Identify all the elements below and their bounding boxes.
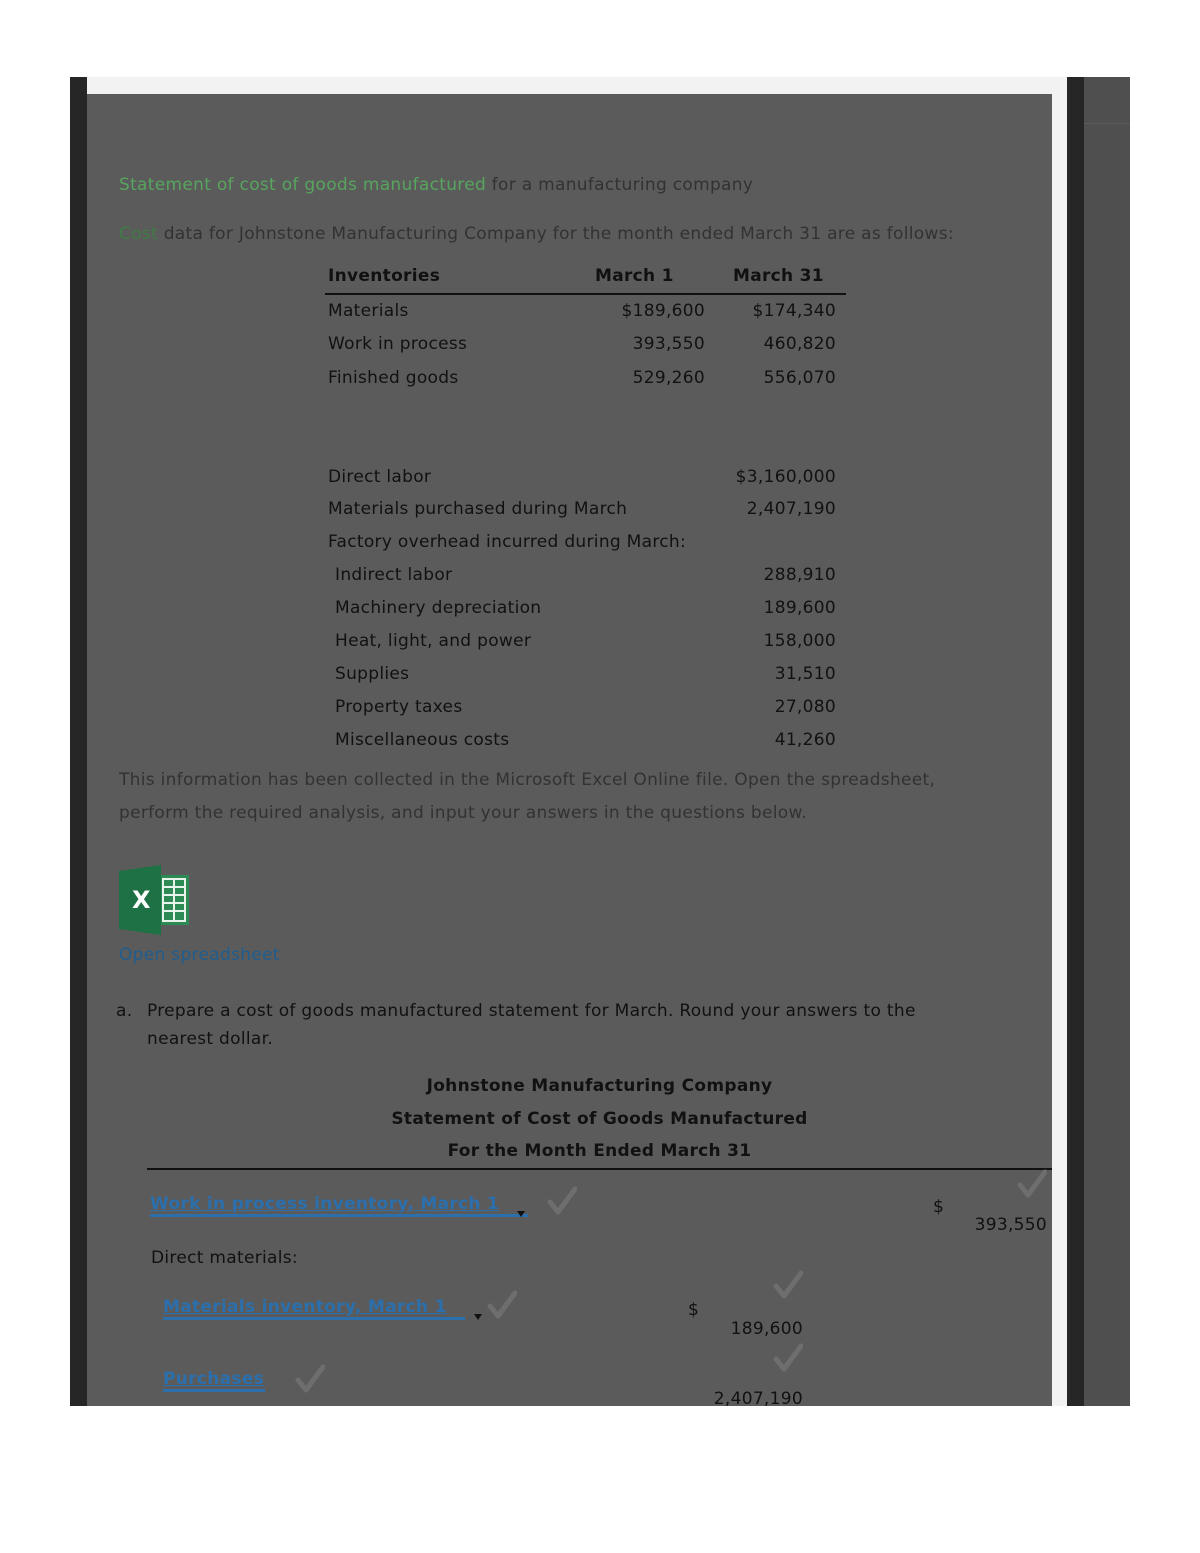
top-frame-border	[87, 77, 1067, 94]
purchases-value[interactable]: 2,407,190	[713, 1389, 803, 1406]
overhead-item-value: 189,600	[763, 598, 836, 618]
overhead-item-label: Indirect labor	[335, 565, 453, 585]
materials-currency: $	[688, 1300, 700, 1320]
wip-value[interactable]: 393,550	[974, 1215, 1047, 1235]
wip-select[interactable]	[150, 1194, 528, 1217]
inventory-row-label: Materials	[328, 301, 409, 321]
inventory-header-rule	[325, 293, 846, 295]
overhead-item-value: 27,080	[774, 697, 836, 717]
problem-content	[87, 94, 1052, 1406]
inventory-row-march1: 393,550	[632, 334, 705, 354]
info-text-line1: This information has been collected in the Microsoft Excel Online file. Open the spreadsheet,	[119, 770, 936, 790]
purchases-value-check-icon	[773, 1343, 803, 1373]
statement-header-rule	[147, 1168, 1052, 1170]
overhead-item-label: Supplies	[335, 664, 410, 684]
materials-purchased-label: Materials purchased during March	[328, 499, 628, 519]
direct-materials-label: Direct materials:	[151, 1248, 298, 1268]
open-spreadsheet-link[interactable]: Open spreadsheet	[119, 945, 280, 965]
wip-select-value: Work in process inventory, March 1	[150, 1194, 500, 1214]
question-a-marker: a.	[116, 1001, 133, 1021]
inventory-row-label: Finished goods	[328, 368, 459, 388]
purchases-select-check-icon	[295, 1364, 325, 1394]
overhead-item-value: 31,510	[774, 664, 836, 684]
materials-select[interactable]	[163, 1297, 465, 1320]
direct-labor-label: Direct labor	[328, 467, 432, 487]
wip-value-check-icon	[1017, 1169, 1047, 1199]
overhead-item-value: 288,910	[763, 565, 836, 585]
inventory-row-march1: 529,260	[632, 368, 705, 388]
inventory-row-march31: 460,820	[763, 334, 836, 354]
statement-title: Statement of Cost of Goods Manufactured	[391, 1109, 808, 1129]
right-frame-border	[1067, 77, 1084, 1406]
inventory-row-march31: 556,070	[763, 368, 836, 388]
excel-icon[interactable]	[119, 865, 193, 935]
heading-link[interactable]: Statement of cost of goods manufactured	[119, 175, 487, 195]
side-panel	[1084, 77, 1130, 1406]
wip-currency: $	[933, 1197, 945, 1217]
inventory-header-march1: March 1	[595, 266, 674, 286]
inventory-row-label: Work in process	[328, 334, 468, 354]
wip-select-check-icon	[547, 1186, 577, 1216]
materials-value[interactable]: 189,600	[730, 1319, 803, 1339]
right-inner-border	[1052, 94, 1067, 1406]
side-panel-divider	[1084, 123, 1130, 124]
inventory-header-label: Inventories	[328, 266, 441, 286]
materials-select-value: Materials inventory, March 1	[163, 1297, 447, 1317]
heading-rest: for a manufacturing company	[486, 175, 754, 195]
cost-link[interactable]: Cost	[119, 224, 158, 244]
statement-company: Johnstone Manufacturing Company	[426, 1076, 773, 1096]
direct-labor-value: $3,160,000	[735, 467, 836, 487]
question-a-line2: nearest dollar.	[147, 1029, 274, 1049]
materials-purchased-value: 2,407,190	[746, 499, 836, 519]
overhead-item-label: Property taxes	[335, 697, 463, 717]
inventory-row-march31: $174,340	[752, 301, 836, 321]
materials-select-check-icon	[487, 1290, 517, 1320]
wip-select-chevron-down-icon[interactable]	[517, 1211, 525, 1217]
overhead-heading: Factory overhead incurred during March:	[328, 532, 687, 552]
inventory-header-march31: March 31	[733, 266, 824, 286]
purchases-select-value: Purchases	[163, 1369, 265, 1389]
overhead-item-value: 41,260	[774, 730, 836, 750]
intro-heading	[119, 175, 753, 195]
info-text-line2: perform the required analysis, and input your answers in the questions below.	[119, 803, 807, 823]
overhead-item-label: Heat, light, and power	[335, 631, 532, 651]
materials-select-chevron-down-icon[interactable]	[474, 1314, 482, 1320]
excel-letter: X	[132, 886, 151, 914]
intro-cost-line	[119, 224, 954, 244]
overhead-item-label: Machinery depreciation	[335, 598, 542, 618]
overhead-item-label: Miscellaneous costs	[335, 730, 510, 750]
materials-value-check-icon	[773, 1270, 803, 1300]
inventory-row-march1: $189,600	[621, 301, 705, 321]
statement-period: For the Month Ended March 31	[447, 1141, 752, 1161]
purchases-select[interactable]	[163, 1369, 265, 1392]
left-frame-border	[70, 77, 87, 1406]
question-a-line1: Prepare a cost of goods manufactured statement for March. Round your answers to the	[147, 1001, 916, 1021]
overhead-item-value: 158,000	[763, 631, 836, 651]
cost-rest: data for Johnstone Manufacturing Company for the month ended March 31 are as follows:	[158, 224, 954, 244]
